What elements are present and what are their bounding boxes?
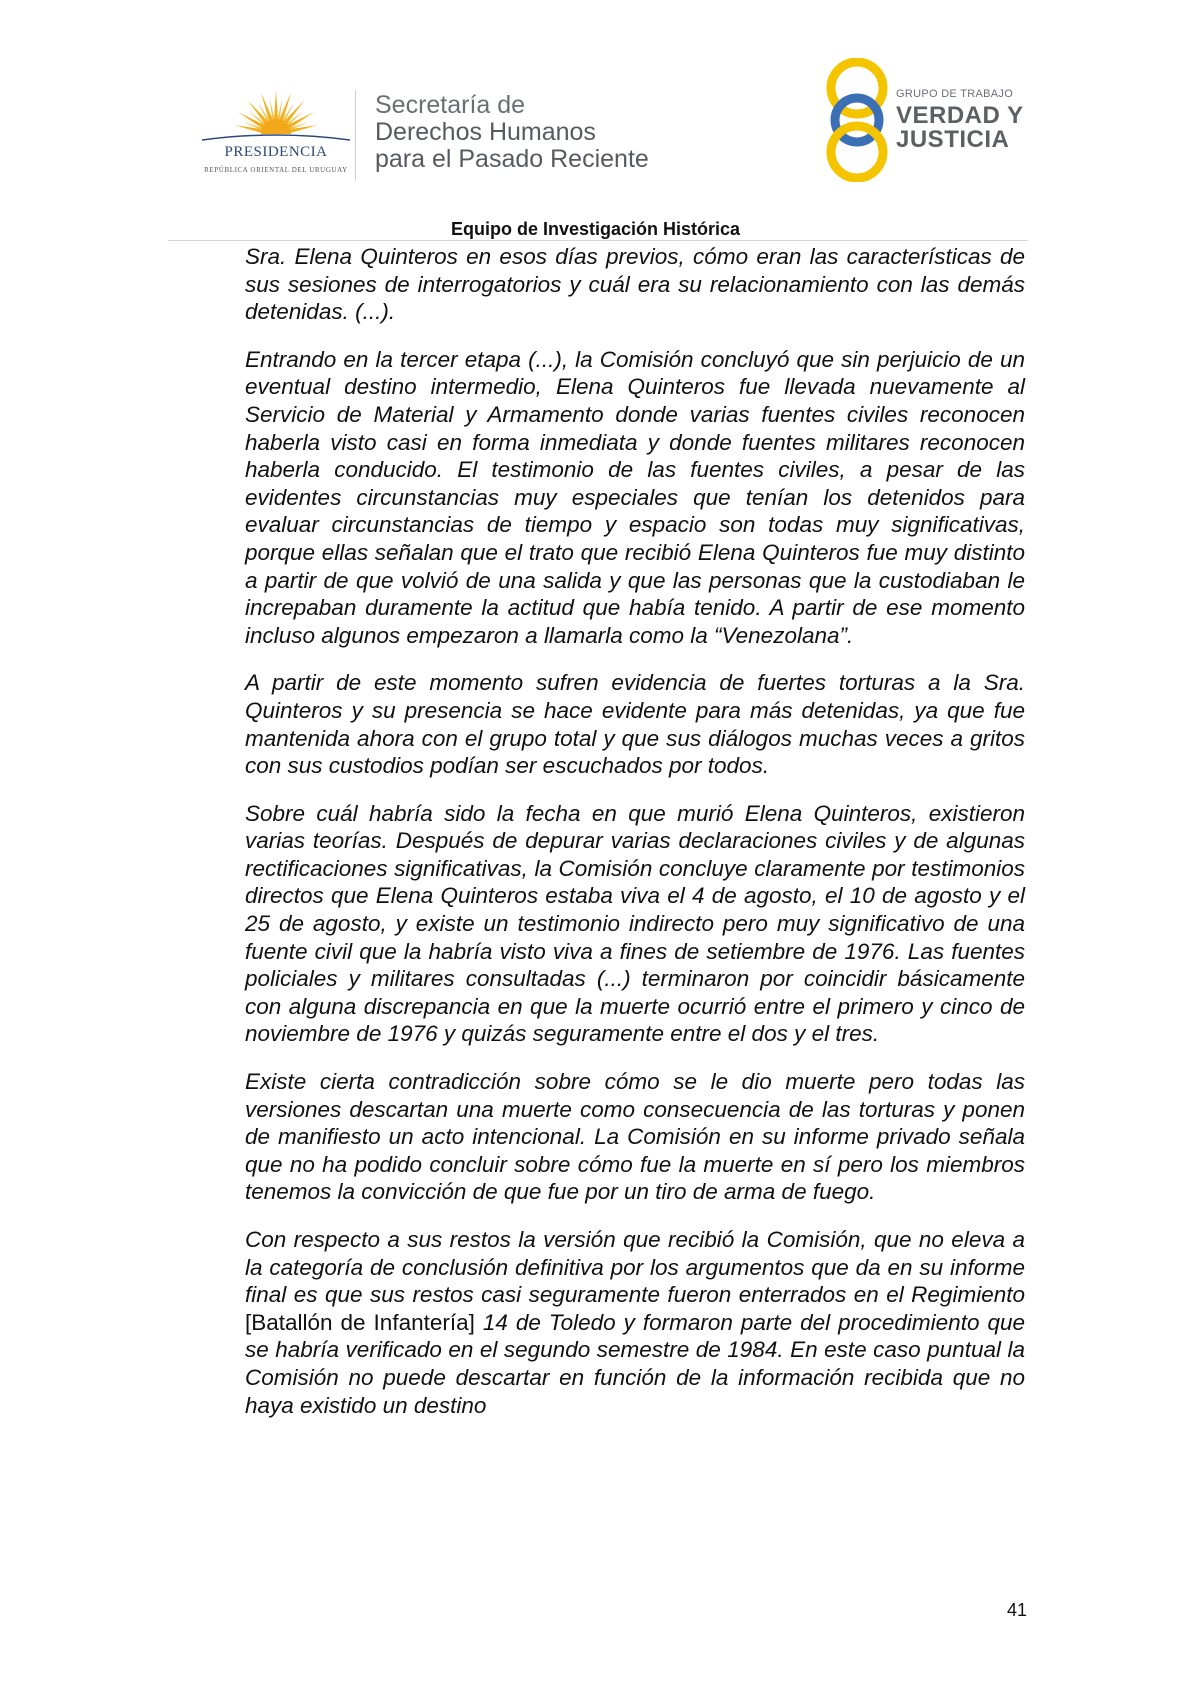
presidencia-logo — [196, 82, 356, 182]
justicia-label: JUSTICIA — [896, 126, 1010, 153]
paragraph-1: Sra. Elena Quinteros en esos días previos, cómo eran las características de sus sesiones de interrogatorios y cuál era su relacionamiento con las demás detenidas. (...). — [245, 244, 1025, 325]
paragraph-5: Existe cierta contradicción sobre cómo se le dio muerte pero todas las versiones descartan una muerte como consecuencia de las torturas y ponen de manifiesto un acto intencional. La Comisión en su informe privado señala que no ha podido concluir sobre cómo fue la muerte en sí pero los miembros tenemos la convicción de que fue por un tiro de arma de fuego. — [245, 1069, 1025, 1205]
paragraph-6 — [245, 1226, 1025, 1419]
secretaria-line1: Secretaría de — [375, 91, 526, 119]
paragraph-6-part1: Con respecto a sus restos la versión que recibió la Comisión, que no eleva a la categoría de conclusión definitiva por los argumentos que da en su informe final es que sus restos casi seguramente fueron enterrados en el Regimiento — [245, 1227, 1025, 1308]
page-number: 41 — [1007, 1600, 1028, 1620]
verdad-label: VERDAD Y — [896, 102, 1024, 129]
header-divider — [355, 90, 356, 180]
grupo-label: GRUPO DE TRABAJO — [896, 88, 1014, 100]
presidencia-subtitle: REPÚBLICA ORIENTAL DEL URUGUAY — [204, 166, 348, 174]
paragraph-6-part2: 14 de Toledo y formaron parte del procedimiento que se habría verificado en el segundo semestre de 1984. En este caso puntual la Comisión no puede descartar en función de la información recibida que no haya existido un destino — [245, 1309, 1025, 1418]
document-body — [245, 243, 1025, 1439]
secretaria-line2: Derechos Humanos — [375, 118, 596, 146]
paragraph-4: Sobre cuál habría sido la fecha en que murió Elena Quinteros, existieron varias teorías. Después de depurar varias declaraciones civiles y de algunas rectificaciones significativas, la Comisión concluye claramente por testimonios directos que Elena Quinteros estaba viva el 4 de agosto, el 10 de agosto y el 25 de agosto, y existe un testimonio indirecto pero muy significativo de una fuente civil que la habría visto viva a fines de setiembre de 1976. Las fuentes policiales y militares consultadas (...) terminaron por coincidir básicamente con alguna discrepancia en que la muerte ocurrió entre el primero y cinco de noviembre de 1976 y quizás seguramente entre el dos y el tres. — [245, 800, 1025, 1047]
secretaria-title — [375, 92, 649, 173]
editorial-bracket: [Batallón de Infantería] — [245, 1309, 475, 1335]
sun-emblem-icon — [196, 82, 356, 152]
secretaria-line3: para el Pasado Reciente — [375, 145, 649, 173]
team-title: Equipo de Investigación Histórica — [450, 219, 741, 239]
presidencia-name: PRESIDENCIA — [224, 144, 328, 160]
verdad-justicia-logo — [820, 58, 1040, 182]
interlocking-rings-icon — [820, 58, 894, 182]
paragraph-2: Entrando en la tercer etapa (...), la Comisión concluyó que sin perjuicio de un eventual destino intermedio, Elena Quinteros fue llevada nuevamente al Servicio de Material y Armamento donde varias fuentes civiles reconocen haberla visto casi en forma inmediata y donde fuentes militares reconocen haberla conducido. El testimonio de las fuentes civiles, a pesar de las evidentes circunstancias muy especiales que tenían los detenidos para evaluar circunstancias de tiempo y espacio son todas muy significativas, porque ellas señalan que el trato que recibió Elena Quinteros fue muy distinto a partir de que volvió de una salida y que las personas que la custodiaban le increpaban duramente la actitud que había tenido. A partir de ese momento incluso algunos empezaron a llamarla como la “Venezolana”. — [245, 346, 1025, 648]
header-rule — [168, 240, 1028, 241]
paragraph-3: A partir de este momento sufren evidencia de fuertes torturas a la Sra. Quinteros y su presencia se hace evidente para más detenidas, ya que fue mantenida ahora con el grupo total y que sus diálogos muchas veces a gritos con sus custodios podían ser escuchados por todos. — [245, 670, 1025, 779]
